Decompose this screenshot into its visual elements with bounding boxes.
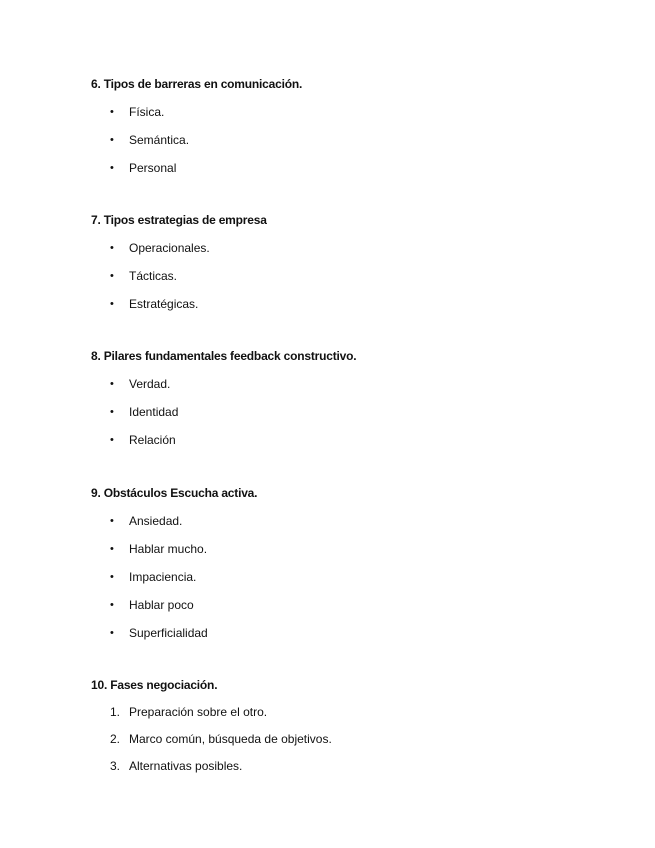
list-item-text: Operacionales. [129, 241, 210, 255]
section-negociacion [91, 677, 611, 774]
list-item [91, 296, 611, 312]
section-title: 9. Obstáculos Escucha activa. [91, 486, 258, 500]
list-item-text: Relación [129, 433, 176, 447]
bullet-icon: • [110, 134, 114, 146]
section-title: 8. Pilares fundamentales feedback constructivo. [91, 349, 357, 363]
list-item-text: Identidad [129, 405, 179, 419]
list-item-text: Alternativas posibles. [129, 759, 243, 773]
list-item [91, 432, 611, 448]
list-item-text: Impaciencia. [129, 570, 197, 584]
list-item [91, 513, 611, 529]
list-item [91, 160, 611, 176]
list-item-text: Semántica. [129, 133, 190, 147]
bullet-icon: • [110, 406, 114, 418]
list-item [91, 625, 611, 641]
list-item-text: Marco común, búsqueda de objetivos. [129, 732, 332, 746]
list-item-text: Preparación sobre el otro. [129, 705, 268, 719]
bullet-icon: • [110, 599, 114, 611]
list-item [91, 731, 611, 747]
list-item-text: Hablar mucho. [129, 542, 208, 556]
section-feedback [91, 348, 611, 448]
section-title: 10. Fases negociación. [91, 678, 218, 692]
bullet-icon: • [110, 434, 114, 446]
list-item-text: Superficialidad [129, 626, 208, 640]
list-item [91, 268, 611, 284]
section-estrategias [91, 212, 611, 312]
list-item [91, 240, 611, 256]
list-number: 2. [110, 732, 121, 746]
list-item [91, 569, 611, 585]
list-item-text: Personal [129, 161, 177, 175]
list-number: 1. [110, 705, 121, 719]
list-item-text: Estratégicas. [129, 297, 199, 311]
list-item [91, 541, 611, 557]
section-escucha [91, 485, 611, 641]
list-item-text: Tácticas. [129, 269, 178, 283]
list-number: 3. [110, 759, 121, 773]
list-item-text: Ansiedad. [129, 514, 183, 528]
list-item-text: Hablar poco [129, 598, 194, 612]
list-item-text: Física. [129, 105, 165, 119]
list-item [91, 704, 611, 720]
list-item [91, 132, 611, 148]
list-item-text: Verdad. [129, 377, 171, 391]
section-title: 6. Tipos de barreras en comunicación. [91, 77, 303, 91]
bullet-icon: • [110, 298, 114, 310]
list-item [91, 376, 611, 392]
bullet-icon: • [110, 515, 114, 527]
bullet-icon: • [110, 378, 114, 390]
list-item [91, 104, 611, 120]
bullet-icon: • [110, 106, 114, 118]
section-barreras [91, 76, 611, 176]
bullet-icon: • [110, 242, 114, 254]
bullet-icon: • [110, 571, 114, 583]
list-item [91, 597, 611, 613]
bullet-icon: • [110, 270, 114, 282]
list-item [91, 404, 611, 420]
bullet-icon: • [110, 543, 114, 555]
bullet-icon: • [110, 627, 114, 639]
section-title: 7. Tipos estrategias de empresa [91, 213, 267, 227]
list-item [91, 758, 611, 774]
bullet-icon: • [110, 162, 114, 174]
